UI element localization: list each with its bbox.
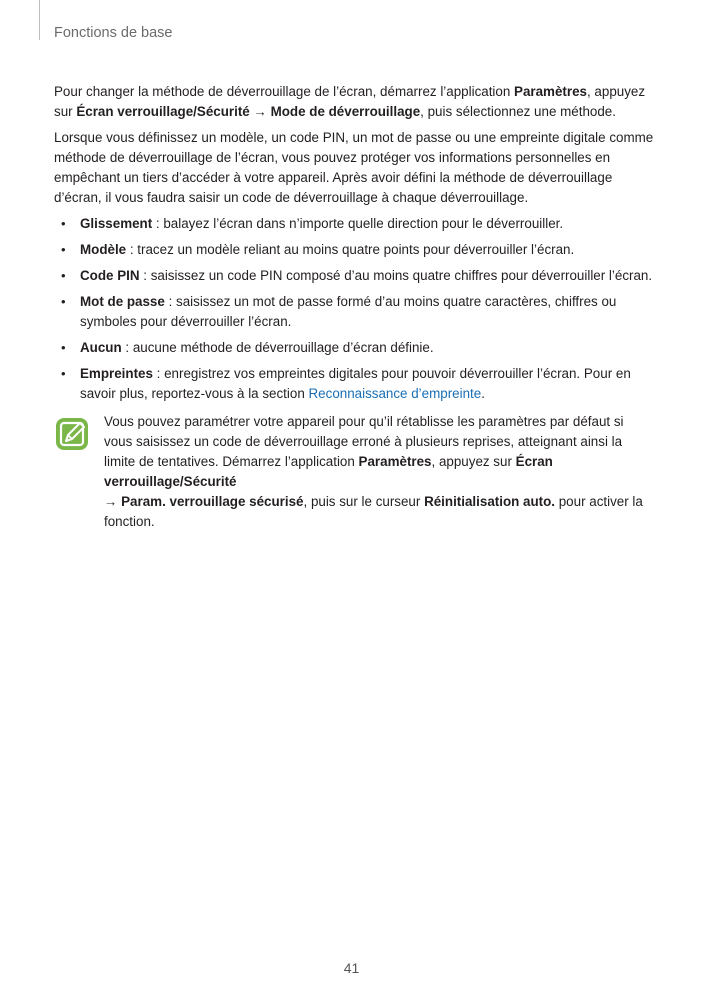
page-content [54, 82, 654, 532]
page-number: 41 [343, 960, 360, 976]
intro-paragraph-2: Lorsque vous définissez un modèle, un code PIN, un mot de passe ou une empreinte digitale comme méthode de déverrouillage de l’écran, vous pouvez protéger vos informations personnelles en empêchant un tiers d’accéder à votre appareil. Après avoir défini la méthode de déverrouillage d’écran, il vous faudra saisir un code de déverrouillage à chaque déverrouillage. [54, 130, 654, 205]
note-pencil-icon [54, 416, 90, 452]
bullet-icon: • [61, 242, 66, 257]
lock-screen-security-menu: Écran verrouillage/Sécurité [76, 104, 250, 119]
bullet-icon: • [61, 340, 66, 355]
bullet-icon: • [61, 294, 66, 309]
bullet-icon: • [61, 216, 66, 231]
bullet-icon: • [61, 268, 66, 283]
list-item: • Aucun : aucune méthode de déverrouillage d’écran définie. [54, 338, 654, 358]
header-rule [39, 0, 40, 40]
list-item: • Modèle : tracez un modèle reliant au moins quatre points pour déverrouiller l’écran. [54, 240, 654, 260]
list-item: • Code PIN : saisissez un code PIN composé d’au moins quatre chiffres pour déverrouiller l’écran. [54, 266, 654, 286]
settings-app-name: Paramètres [514, 84, 587, 99]
fingerprint-section-link[interactable]: Reconnaissance d’empreinte [308, 386, 482, 401]
section-title: Fonctions de base [54, 25, 173, 41]
list-item: • Empreintes : enregistrez vos empreintes digitales pour pouvoir déverrouiller l’écran. Pour en savoir plus, reportez-vous à la section Reconnaissance d’empreinte. [61, 366, 631, 401]
unlock-methods-list [54, 214, 654, 404]
intro-paragraph-1: Pour changer la méthode de déverrouillage de l’écran, démarrez l’application Paramètres, appuyez sur Écran verrouillage/Sécurité → Mode de déverrouillage, puis sélectionnez une méthode. [54, 84, 646, 119]
note-box [54, 412, 654, 532]
note-text: Vous pouvez paramétrer votre appareil pour qu’il rétablisse les paramètres par défaut si vous saisissez un code de déverrouillage erroné à plusieurs reprises, atteignant ainsi la limite de tentatives. Démarrez l’application Paramètres, appuyez sur Écran verrouillage/Sécurité → Param. verrouillage sécurisé, puis sur le curseur Réinitialisation auto. pour activer la fonction. [104, 414, 643, 529]
unlock-mode-menu: Mode de déverrouillage [270, 104, 421, 119]
bullet-icon: • [61, 366, 66, 381]
list-item: • Mot de passe : saisissez un mot de passe formé d’au moins quatre caractères, chiffres ou symboles pour déverrouiller l’écran. [61, 294, 617, 329]
list-item: • Glissement : balayez l’écran dans n’importe quelle direction pour le déverrouiller. [54, 214, 654, 234]
